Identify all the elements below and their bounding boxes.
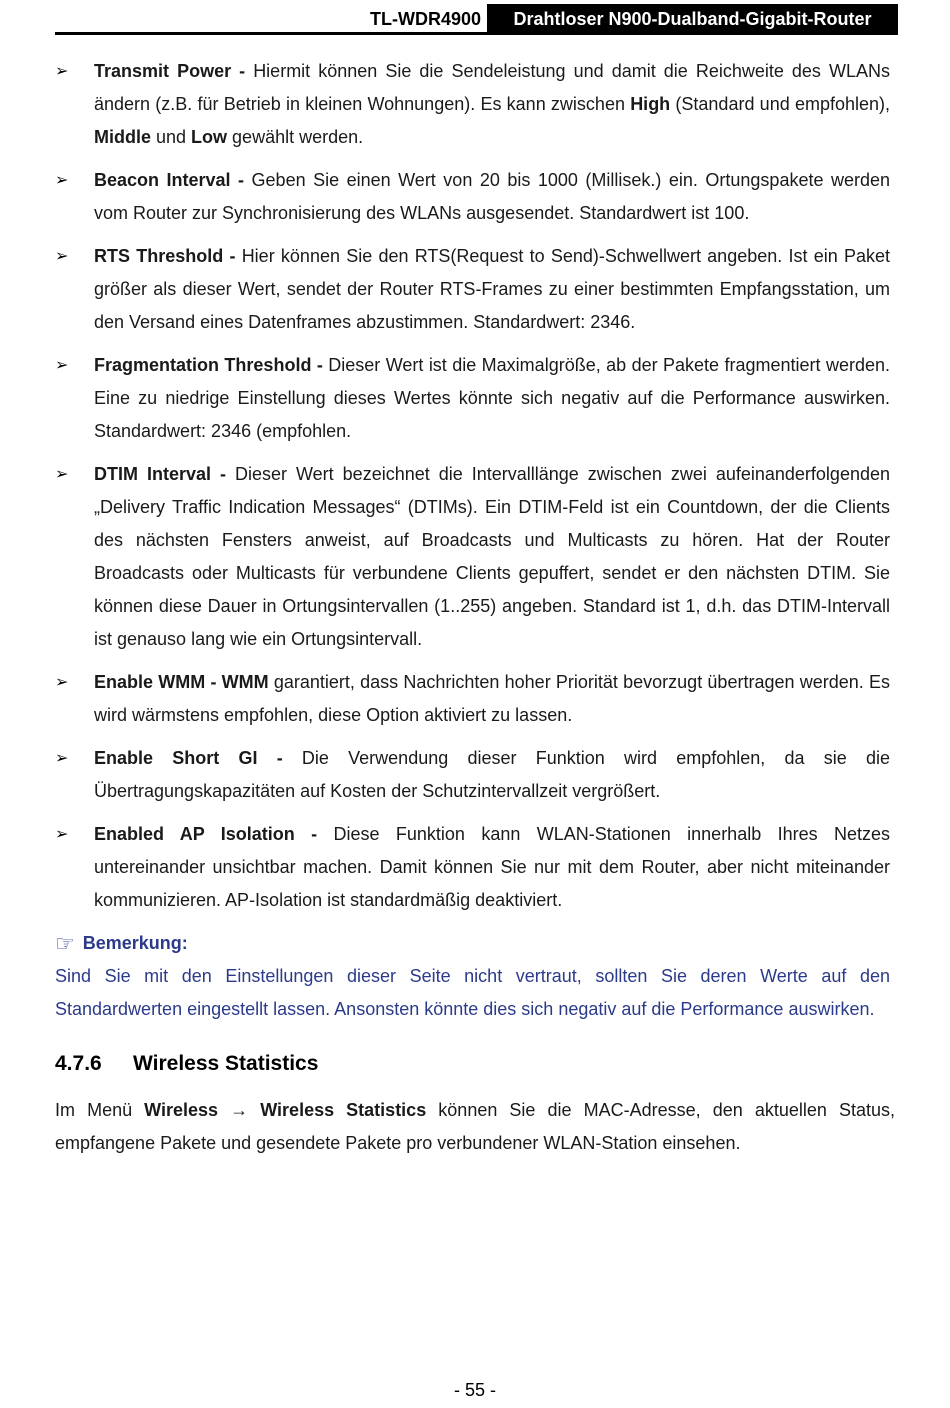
note-text: Sind Sie mit den Einstellungen dieser Seite nicht vertraut, sollten Sie deren Werte auf den Standardwerten eingestellt lassen. Ansonsten könnte dies sich negativ auf die Performance auswirken. — [55, 966, 890, 1019]
term-label: DTIM Interval - — [94, 464, 235, 484]
note-heading — [55, 927, 890, 960]
menu-path-wireless: Wireless — [144, 1100, 219, 1120]
arrow-bullet-icon: ➢ — [55, 357, 69, 374]
arrow-bullet-icon: ➢ — [55, 466, 69, 483]
pointing-hand-icon: ☞ — [55, 931, 75, 956]
list-item: ➢ Fragmentation Threshold - Dieser Wert ist die Maximalgröße, ab der Pakete fragmentiert werden. Eine zu niedrige Einstellung dieses Wertes könnte sich negativ auf die Performance auswirken. Standardwert: 2346 (empfohlen. — [55, 349, 890, 448]
term-label: RTS Threshold - — [94, 246, 242, 266]
term-label: Enable Short GI - — [94, 748, 302, 768]
menu-path-arrow: → — [218, 1100, 261, 1120]
note-box — [55, 927, 890, 1026]
arrow-bullet-icon: ➢ — [55, 172, 69, 189]
list-item: ➢ Enabled AP Isolation - Diese Funktion kann WLAN-Stationen innerhalb Ihres Netzes untereinander unsichtbar machen. Damit können Sie nur mit dem Router, aber nicht miteinander kommunizieren. AP-Isolation ist standardmäßig deaktiviert. — [55, 818, 890, 917]
arrow-bullet-icon: ➢ — [55, 674, 69, 691]
page-number: - 55 - — [453, 1380, 496, 1400]
arrow-bullet-icon: ➢ — [55, 63, 69, 80]
page-content — [55, 55, 895, 1160]
section-number: 4.7.6 — [55, 1052, 102, 1075]
term-label: Enabled AP Isolation - — [94, 824, 334, 844]
term-label: Transmit Power - — [94, 61, 254, 81]
list-item: ➢ Enable WMM - WMM garantiert, dass Nachrichten hoher Priorität bevorzugt übertragen werden. Es wird wärmstens empfohlen, diese Option aktiviert zu lassen. — [55, 666, 890, 732]
body-paragraph: Im Menü Wireless → Wireless Statistics können Sie die MAC-Adresse, den aktuellen Status, empfangene Pakete und gesendete Pakete pro verbundener WLAN-Station einsehen. — [55, 1100, 895, 1153]
arrow-bullet-icon: ➢ — [55, 248, 69, 265]
list-item: ➢ Beacon Interval - Geben Sie einen Wert von 20 bis 1000 (Millisek.) ein. Ortungspakete werden vom Router zur Synchronisierung des WLANs ausgesendet. Standardwert ist 100. — [55, 164, 890, 230]
list-item: ➢ Transmit Power - Hiermit können Sie die Sendeleistung und damit die Reichweite des WLANs ändern (z.B. für Betrieb in kleinen Wohnungen). Es kann zwischen High (Standard und empfohlen), Middle und Low gewählt werden. — [55, 55, 890, 154]
menu-path-statistics: Wireless Statistics — [260, 1100, 427, 1120]
note-title: Bemerkung: — [82, 933, 188, 953]
page-header — [55, 4, 898, 34]
model-name: TL-WDR4900 — [369, 9, 481, 29]
list-item: ➢ RTS Threshold - Hier können Sie den RTS(Request to Send)-Schwellwert angeben. Ist ein Paket größer als dieser Wert, sendet der Router RTS-Frames zu einer bestimmten Empfangsstation, um den Versand eines Datenframes abzustimmen. Standardwert: 2346. — [55, 240, 890, 339]
section-title: Wireless Statistics — [133, 1052, 319, 1075]
list-item: ➢ Enable Short GI - Die Verwendung dieser Funktion wird empfohlen, da sie die Übertragungskapazitäten auf Kosten der Schutzintervallzeit vergrößert. — [55, 742, 890, 808]
section-heading — [55, 1048, 890, 1080]
term-label: Beacon Interval - — [94, 170, 252, 190]
list-item: ➢ DTIM Interval - Dieser Wert bezeichnet die Intervalllänge zwischen zwei aufeinanderfolgenden „Delivery Traffic Indication Messages“ (DTIMs). Ein DTIM-Feld ist ein Countdown, der die Clients des nächsten Fensters anweist, auf Broadcasts und Multicasts zu hören. Hat der Router Broadcasts oder Multicasts für verbundene Clients gepuffert, sendet er den nächsten DTIM. Sie können diese Dauer in Ortungsintervallen (1..255) angeben. Standard ist 1, d.h. das DTIM-Intervall ist genauso lang wie ein Ortungsintervall. — [55, 458, 890, 656]
term-label: Enable WMM - WMM — [94, 672, 269, 692]
term-label: Fragmentation Threshold - — [94, 355, 329, 375]
arrow-bullet-icon: ➢ — [55, 750, 69, 767]
header-rule — [55, 32, 898, 35]
arrow-bullet-icon: ➢ — [55, 826, 69, 843]
product-name: Drahtloser N900-Dualband-Gigabit-Router — [487, 4, 898, 34]
